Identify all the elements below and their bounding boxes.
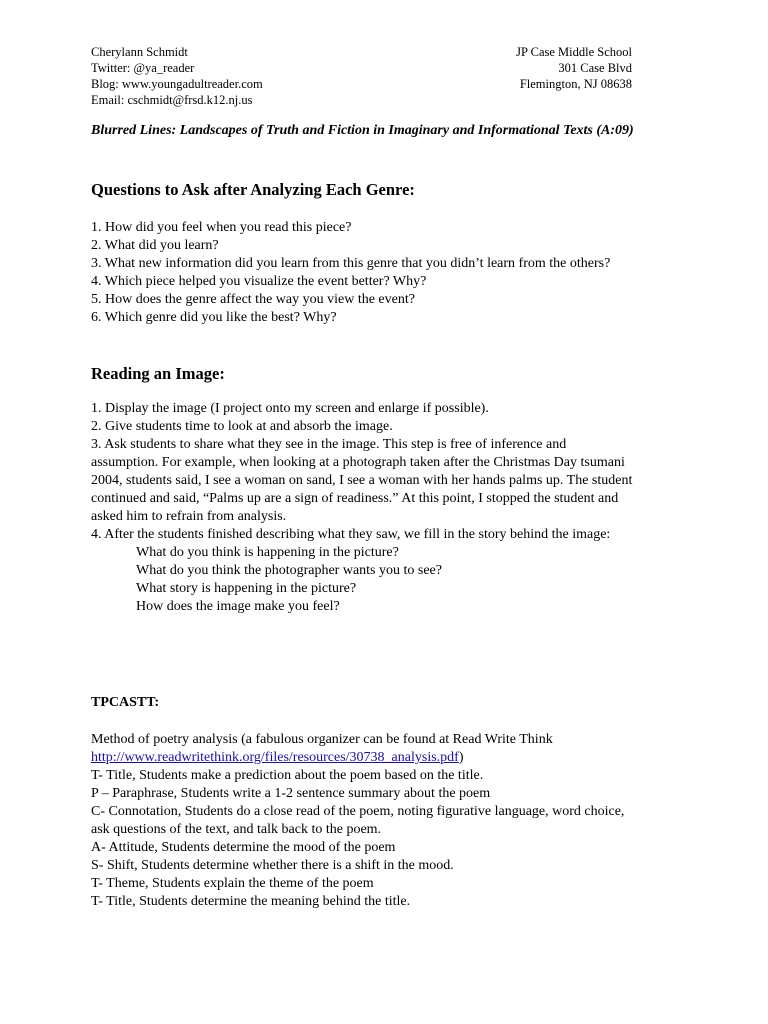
image-question: What do you think the photographer wants you to see? <box>136 563 442 578</box>
genre-questions-heading: Questions to Ask after Analyzing Each Genre: <box>91 180 415 199</box>
text-line: 2. Give students time to look at and absorb the image. <box>91 419 393 434</box>
tpcastt-step: T- Theme, Students explain the theme of the poem <box>91 876 374 891</box>
author-twitter: Twitter: @ya_reader <box>91 61 195 75</box>
author-name: Cherylann Schmidt <box>91 45 188 59</box>
tpcastt-body <box>91 731 671 911</box>
tpcastt-heading: TPCASTT: <box>91 695 160 710</box>
text-line: assumption. For example, when looking at a photograph taken after the Christmas Day tsumani <box>91 455 625 470</box>
text-line: continued and said, “Palms up are a sign of readiness.” At this point, I stopped the student and <box>91 491 619 506</box>
list-item: 6. Which genre did you like the best? Why? <box>91 310 337 325</box>
list-item: 4. Which piece helped you visualize the event better? Why? <box>91 274 427 289</box>
tpcastt-step: C- Connotation, Students do a close read of the poem, noting figurative language, word choice, <box>91 804 625 819</box>
author-blog: Blog: www.youngadultreader.com <box>91 77 263 91</box>
text-line: 1. Display the image (I project onto my screen and enlarge if possible). <box>91 401 489 416</box>
tpcastt-link-line <box>91 749 671 767</box>
author-contact-block <box>91 44 263 108</box>
school-street: 301 Case Blvd <box>558 61 632 75</box>
tpcastt-step: T- Title, Students make a prediction about the poem based on the title. <box>91 768 484 783</box>
list-item: 3. What new information did you learn from this genre that you didn’t learn from the others? <box>91 256 611 271</box>
image-question: How does the image make you feel? <box>136 599 340 614</box>
reading-image-steps <box>91 400 671 616</box>
tpcastt-intro: Method of poetry analysis (a fabulous organizer can be found at Read Write Think <box>91 732 553 747</box>
list-item: 2. What did you learn? <box>91 238 219 253</box>
document-title: Blurred Lines: Landscapes of Truth and Fiction in Imaginary and Informational Texts (A:09) <box>91 123 634 138</box>
list-item: 1. How did you feel when you read this piece? <box>91 220 352 235</box>
tpcastt-step: ask questions of the text, and talk back to the poem. <box>91 822 382 837</box>
link-close-paren: ) <box>458 750 464 765</box>
author-email: Email: cschmidt@frsd.k12.nj.us <box>91 93 253 107</box>
text-line: 2004, students said, I see a woman on sand, I see a woman with her hands palms up. The student <box>91 473 633 488</box>
image-question: What do you think is happening in the picture? <box>136 545 399 560</box>
text-line: asked him to refrain from analysis. <box>91 509 287 524</box>
genre-questions-list <box>91 219 671 327</box>
tpcastt-step: T- Title, Students determine the meaning behind the title. <box>91 894 411 909</box>
readwritethink-link[interactable]: http://www.readwritethink.org/files/resources/30738_analysis.pdf <box>91 750 459 765</box>
tpcastt-step: A- Attitude, Students determine the mood of the poem <box>91 840 396 855</box>
list-item: 5. How does the genre affect the way you view the event? <box>91 292 415 307</box>
text-line: 4. After the students finished describing what they saw, we fill in the story behind the image: <box>91 527 611 542</box>
school-city: Flemington, NJ 08638 <box>519 77 632 91</box>
tpcastt-step: P – Paraphrase, Students write a 1-2 sentence summary about the poem <box>91 786 491 801</box>
school-address-block <box>516 44 632 92</box>
text-line: 3. Ask students to share what they see in the image. This step is free of inference and <box>91 437 567 452</box>
reading-image-heading: Reading an Image: <box>91 364 225 383</box>
tpcastt-step: S- Shift, Students determine whether there is a shift in the mood. <box>91 858 454 873</box>
school-name: JP Case Middle School <box>516 45 632 59</box>
image-question: What story is happening in the picture? <box>136 581 357 596</box>
